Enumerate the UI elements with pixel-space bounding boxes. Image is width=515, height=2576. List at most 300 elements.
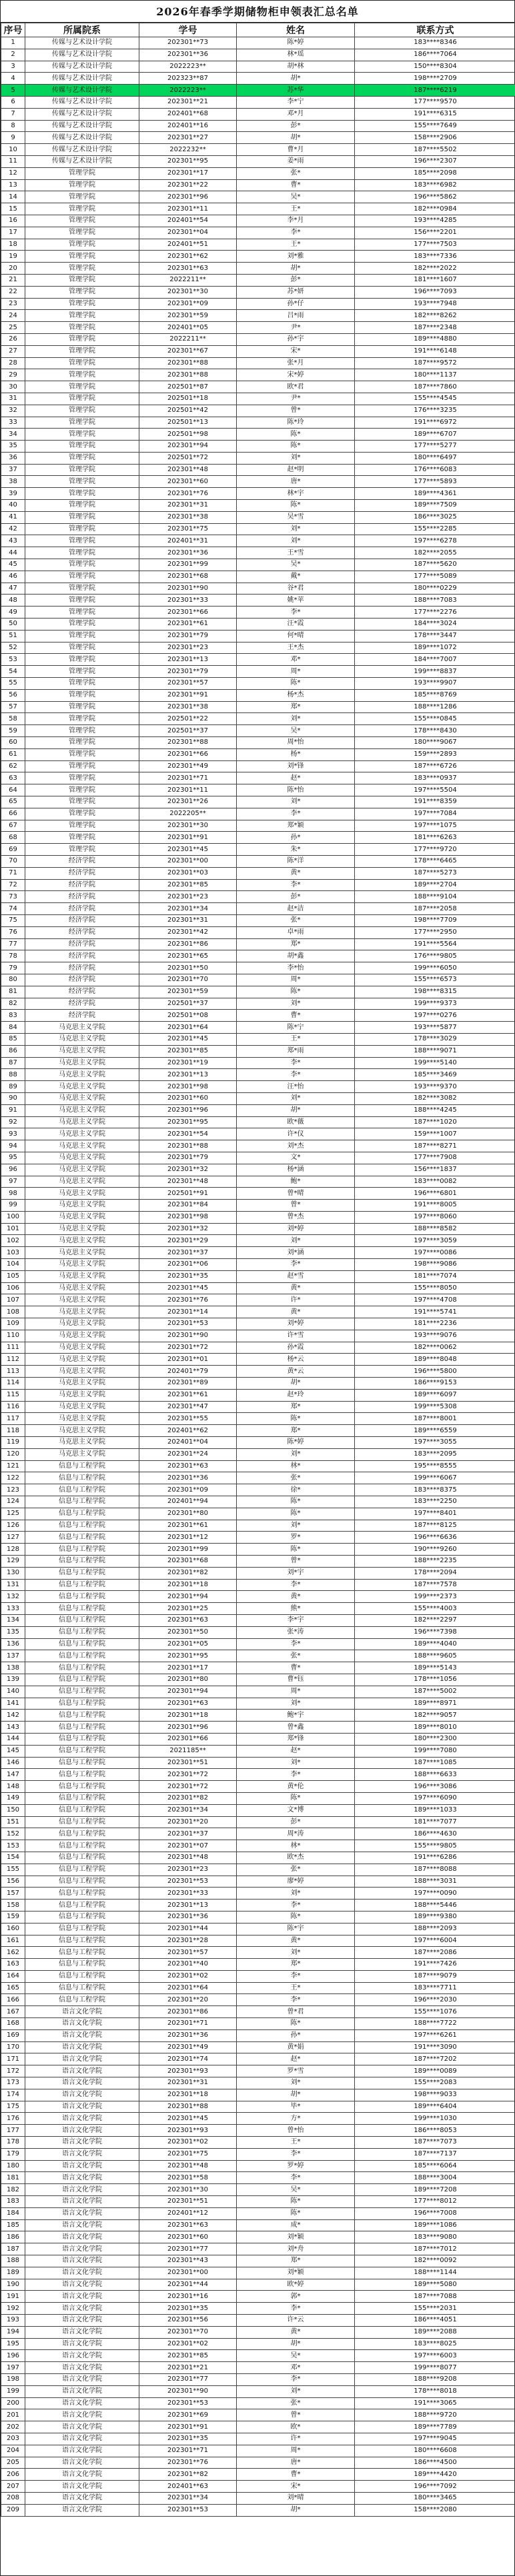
table-row	[1, 1389, 515, 1401]
table-row	[1, 666, 515, 678]
table-row	[1, 1662, 515, 1674]
cell-index: 11	[1, 155, 25, 167]
table-row	[1, 832, 515, 844]
cell-contact: 155****7649	[355, 120, 515, 132]
cell-student-id: 202301**64	[139, 1982, 237, 1994]
table-row	[1, 393, 515, 405]
cell-name: 李*	[237, 1069, 355, 1081]
table-row	[1, 1460, 515, 1472]
cell-index: 74	[1, 903, 25, 915]
cell-contact: 155****1076	[355, 2006, 515, 2018]
cell-index: 131	[1, 1579, 25, 1591]
cell-name: 熊*	[237, 1603, 355, 1615]
table-row	[1, 547, 515, 559]
cell-contact: 197****9045	[355, 2433, 515, 2445]
cell-index: 47	[1, 583, 25, 595]
cell-index: 53	[1, 654, 25, 666]
cell-name: 刘*	[237, 1448, 355, 1460]
table-row	[1, 1923, 515, 1935]
table-row	[1, 903, 515, 915]
cell-name: 刘*	[237, 1092, 355, 1104]
cell-contact: 158****2080	[355, 2504, 515, 2516]
cell-contact: 178****8430	[355, 725, 515, 737]
cell-name: 欧*薇	[237, 1116, 355, 1128]
table-row	[1, 191, 515, 203]
cell-contact: 159****2893	[355, 748, 515, 760]
cell-name: 杨*	[237, 748, 355, 760]
cell-department: 语言文化学院	[25, 2196, 139, 2208]
cell-name: 黄*	[237, 1935, 355, 1947]
table-row	[1, 357, 515, 369]
cell-department: 信息与工程学院	[25, 1698, 139, 1710]
cell-student-id: 202501**18	[139, 393, 237, 405]
sheet-title: 2026年春季学期储物柜申领表汇总名单	[1, 1, 514, 23]
cell-index: 196	[1, 2350, 25, 2362]
cell-contact: 177****5893	[355, 476, 515, 488]
cell-name: 黄*	[237, 867, 355, 879]
cell-index: 14	[1, 191, 25, 203]
cell-department: 管理学院	[25, 333, 139, 345]
cell-student-id: 202401**05	[139, 322, 237, 334]
cell-name: 孙*	[237, 2029, 355, 2041]
table-row	[1, 1413, 515, 1425]
cell-index: 69	[1, 844, 25, 856]
cell-index: 187	[1, 2243, 25, 2255]
cell-department: 语言文化学院	[25, 2326, 139, 2338]
table-row	[1, 1223, 515, 1235]
cell-index: 33	[1, 417, 25, 429]
cell-name: 胡*	[237, 132, 355, 144]
cell-index: 195	[1, 2338, 25, 2350]
cell-contact: 178****3029	[355, 1033, 515, 1045]
cell-name: 张*	[237, 167, 355, 179]
cell-name: 曾*	[237, 1200, 355, 1212]
table-row	[1, 1472, 515, 1484]
cell-department: 语言文化学院	[25, 2362, 139, 2374]
cell-department: 信息与工程学院	[25, 1840, 139, 1852]
cell-contact: 183****0082	[355, 1176, 515, 1188]
cell-index: 8	[1, 120, 25, 132]
cell-contact: 196****7092	[355, 2481, 515, 2493]
table-row	[1, 654, 515, 666]
cell-index: 142	[1, 1710, 25, 1722]
cell-student-id: 202301**44	[139, 1923, 237, 1935]
cell-student-id: 202301**47	[139, 1401, 237, 1413]
cell-department: 传媒与艺术设计学院	[25, 96, 139, 108]
cell-student-id: 202501**42	[139, 405, 237, 417]
cell-student-id: 202301**49	[139, 2041, 237, 2053]
cell-index: 169	[1, 2029, 25, 2041]
cell-index: 25	[1, 322, 25, 334]
cell-name: 黄*	[237, 1282, 355, 1294]
cell-index: 190	[1, 2279, 25, 2291]
cell-name: 彭*	[237, 274, 355, 286]
cell-index: 10	[1, 144, 25, 156]
cell-contact: 177****5089	[355, 571, 515, 583]
cell-name: 刘*	[237, 523, 355, 535]
cell-contact: 197****4708	[355, 1294, 515, 1306]
cell-department: 语言文化学院	[25, 2409, 139, 2421]
cell-name: 彭*	[237, 1816, 355, 1828]
cell-index: 153	[1, 1840, 25, 1852]
cell-contact: 189****4880	[355, 333, 515, 345]
cell-index: 76	[1, 926, 25, 938]
cell-contact: 183****8025	[355, 2338, 515, 2350]
cell-name: 李*	[237, 1579, 355, 1591]
cell-student-id: 202301**75	[139, 2148, 237, 2160]
cell-student-id: 202301**71	[139, 2018, 237, 2030]
cell-index: 165	[1, 1982, 25, 1994]
cell-student-id: 202301**79	[139, 1152, 237, 1164]
cell-student-id: 202301**18	[139, 1710, 237, 1722]
table-row	[1, 583, 515, 595]
table-row	[1, 535, 515, 547]
cell-department: 马克思主义学院	[25, 1200, 139, 1212]
table-row	[1, 2267, 515, 2279]
cell-name: 姜*雨	[237, 155, 355, 167]
cell-student-id: 202301**51	[139, 1757, 237, 1769]
cell-contact: 197****6003	[355, 2350, 515, 2362]
table-row	[1, 1840, 515, 1852]
cell-name: 孙*	[237, 832, 355, 844]
cell-student-id: 202301**60	[139, 1092, 237, 1104]
cell-department: 马克思主义学院	[25, 1022, 139, 1034]
cell-index: 68	[1, 832, 25, 844]
cell-contact: 191****5741	[355, 1306, 515, 1318]
cell-contact: 191****6315	[355, 108, 515, 120]
cell-student-id: 202301**99	[139, 559, 237, 571]
cell-department: 语言文化学院	[25, 2291, 139, 2303]
cell-name: 何*晴	[237, 630, 355, 642]
table-row	[1, 2148, 515, 2160]
cell-contact: 199****8077	[355, 2362, 515, 2374]
cell-name: 胡*	[237, 2338, 355, 2350]
cell-name: 李*	[237, 2373, 355, 2385]
cell-index: 145	[1, 1745, 25, 1757]
table-row	[1, 1769, 515, 1781]
cell-contact: 178****3447	[355, 630, 515, 642]
cell-index: 43	[1, 535, 25, 547]
table-row	[1, 1982, 515, 1994]
cell-contact: 180****1137	[355, 369, 515, 381]
table-row	[1, 2397, 515, 2409]
cell-student-id: 202301**94	[139, 1686, 237, 1698]
table-row	[1, 2196, 515, 2208]
cell-name: 刘*颖	[237, 2267, 355, 2279]
cell-student-id: 202301**23	[139, 642, 237, 654]
cell-name: 曾*君	[237, 2006, 355, 2018]
table-row	[1, 2053, 515, 2065]
table-row	[1, 760, 515, 772]
cell-contact: 180****0229	[355, 583, 515, 595]
cell-student-id: 202401**62	[139, 1425, 237, 1437]
cell-department: 信息与工程学院	[25, 1650, 139, 1662]
cell-name: 郑*	[237, 1425, 355, 1437]
cell-student-id: 202301**53	[139, 2397, 237, 2409]
table-row	[1, 1638, 515, 1650]
cell-name: 吴*	[237, 191, 355, 203]
cell-index: 97	[1, 1176, 25, 1188]
cell-name: 李*	[237, 2303, 355, 2315]
cell-student-id: 202301**93	[139, 2065, 237, 2077]
cell-department: 马克思主义学院	[25, 1164, 139, 1176]
cell-index: 155	[1, 1864, 25, 1876]
table-row	[1, 642, 515, 654]
cell-department: 经济学院	[25, 938, 139, 950]
cell-student-id: 202301**36	[139, 2029, 237, 2041]
cell-contact: 189****4361	[355, 488, 515, 500]
cell-contact: 183****8346	[355, 37, 515, 49]
cell-student-id: 202301**63	[139, 263, 237, 275]
cell-department: 语言文化学院	[25, 2433, 139, 2445]
cell-department: 马克思主义学院	[25, 1045, 139, 1057]
cell-name: 周*	[237, 1686, 355, 1698]
cell-department: 管理学院	[25, 571, 139, 583]
cell-name: 刘*	[237, 713, 355, 725]
table-row	[1, 2338, 515, 2350]
cell-contact: 196****7093	[355, 286, 515, 298]
table-row	[1, 867, 515, 879]
cell-student-id: 202301**14	[139, 1306, 237, 1318]
cell-contact: 189****0089	[355, 2065, 515, 2077]
cell-contact: 191****6972	[355, 417, 515, 429]
cell-contact: 187****8125	[355, 1520, 515, 1532]
cell-contact: 182****0984	[355, 203, 515, 215]
header-contact: 联系方式	[355, 23, 515, 37]
cell-contact: 196****7398	[355, 1626, 515, 1638]
cell-student-id: 202301**89	[139, 1378, 237, 1390]
cell-name: 曾*晴	[237, 1188, 355, 1200]
table-row	[1, 61, 515, 73]
cell-contact: 187****1020	[355, 1116, 515, 1128]
cell-student-id: 202301**40	[139, 1959, 237, 1971]
cell-name: 林*	[237, 1840, 355, 1852]
cell-contact: 198****8315	[355, 986, 515, 998]
cell-student-id: 202301**72	[139, 1769, 237, 1781]
table-row	[1, 476, 515, 488]
cell-student-id: 202301**13	[139, 1069, 237, 1081]
cell-index: 81	[1, 986, 25, 998]
cell-name: 陈*	[237, 429, 355, 441]
cell-contact: 187****2086	[355, 1947, 515, 1959]
cell-name: 郑*	[237, 2255, 355, 2267]
cell-department: 信息与工程学院	[25, 1828, 139, 1840]
table-row	[1, 96, 515, 108]
table-row	[1, 1484, 515, 1496]
cell-contact: 156****1837	[355, 1164, 515, 1176]
cell-department: 管理学院	[25, 689, 139, 701]
cell-department: 信息与工程学院	[25, 1888, 139, 1900]
cell-student-id: 202301**45	[139, 2113, 237, 2125]
cell-name: 林*瑶	[237, 49, 355, 61]
cell-department: 管理学院	[25, 381, 139, 393]
cell-contact: 187****7137	[355, 2148, 515, 2160]
cell-student-id: 202301**05	[139, 1638, 237, 1650]
cell-name: 赵*明	[237, 464, 355, 476]
cell-name: 王*	[237, 203, 355, 215]
cell-department: 语言文化学院	[25, 2148, 139, 2160]
cell-name: 徐*	[237, 1484, 355, 1496]
cell-name: 陈*婷	[237, 1437, 355, 1449]
cell-index: 182	[1, 2184, 25, 2196]
cell-index: 90	[1, 1092, 25, 1104]
cell-index: 99	[1, 1200, 25, 1212]
cell-department: 经济学院	[25, 879, 139, 891]
cell-student-id: 202301**25	[139, 1603, 237, 1615]
cell-index: 32	[1, 405, 25, 417]
cell-contact: 198****9033	[355, 2089, 515, 2101]
cell-index: 20	[1, 263, 25, 275]
table-row	[1, 2362, 515, 2374]
cell-contact: 193****4285	[355, 215, 515, 227]
cell-student-id: 202301**91	[139, 832, 237, 844]
table-row	[1, 345, 515, 357]
cell-department: 传媒与艺术设计学院	[25, 144, 139, 156]
cell-name: 杨*杰	[237, 689, 355, 701]
cell-contact: 197****6090	[355, 1792, 515, 1804]
cell-department: 马克思主义学院	[25, 1116, 139, 1128]
cell-index: 41	[1, 511, 25, 523]
cell-contact: 199****5308	[355, 1401, 515, 1413]
cell-index: 192	[1, 2303, 25, 2315]
cell-department: 信息与工程学院	[25, 1947, 139, 1959]
cell-department: 信息与工程学院	[25, 1733, 139, 1745]
cell-student-id: 202301**66	[139, 607, 237, 619]
cell-student-id: 202301**43	[139, 2255, 237, 2267]
cell-index: 194	[1, 2326, 25, 2338]
cell-name: 鲍*宇	[237, 1710, 355, 1722]
cell-contact: 184****7007	[355, 654, 515, 666]
cell-contact: 189****4040	[355, 1638, 515, 1650]
table-row	[1, 1247, 515, 1259]
cell-contact: 196****6801	[355, 1188, 515, 1200]
cell-student-id: 202301**21	[139, 2362, 237, 2374]
cell-name: 郑*锋	[237, 1733, 355, 1745]
header-name: 姓名	[237, 23, 355, 37]
cell-contact: 191****6286	[355, 1852, 515, 1864]
cell-name: 刘*	[237, 1698, 355, 1710]
cell-index: 157	[1, 1888, 25, 1900]
cell-name: 刘*	[237, 535, 355, 547]
cell-student-id: 202301**60	[139, 476, 237, 488]
cell-student-id: 202301**35	[139, 2433, 237, 2445]
cell-index: 127	[1, 1532, 25, 1544]
cell-department: 语言文化学院	[25, 2255, 139, 2267]
table-row	[1, 227, 515, 239]
cell-department: 信息与工程学院	[25, 1638, 139, 1650]
cell-name: 陈*婷	[237, 37, 355, 49]
cell-contact: 180****6497	[355, 452, 515, 464]
cell-student-id: 202301**84	[139, 1200, 237, 1212]
cell-name: 刘*颖	[237, 2231, 355, 2243]
cell-student-id: 2022205**	[139, 808, 237, 820]
cell-index: 171	[1, 2053, 25, 2065]
cell-student-id: 202301**53	[139, 1318, 237, 1330]
cell-student-id: 202301**48	[139, 464, 237, 476]
table-row	[1, 2172, 515, 2184]
cell-index: 75	[1, 914, 25, 926]
cell-department: 经济学院	[25, 1010, 139, 1022]
cell-name: 吴*	[237, 559, 355, 571]
table-row	[1, 2315, 515, 2327]
table-row	[1, 73, 515, 85]
cell-department: 语言文化学院	[25, 2077, 139, 2089]
cell-student-id: 202301**96	[139, 1722, 237, 1734]
cell-index: 9	[1, 132, 25, 144]
cell-student-id: 202301**80	[139, 1674, 237, 1686]
table-row	[1, 2089, 515, 2101]
cell-student-id: 202301**11	[139, 784, 237, 796]
cell-name: 张*	[237, 1472, 355, 1484]
cell-department: 管理学院	[25, 286, 139, 298]
cell-name: 张*	[237, 1864, 355, 1876]
cell-name: 曾*	[237, 1556, 355, 1568]
cell-index: 109	[1, 1318, 25, 1330]
cell-student-id: 202301**28	[139, 1935, 237, 1947]
cell-department: 语言文化学院	[25, 2481, 139, 2493]
cell-index: 139	[1, 1674, 25, 1686]
cell-department: 管理学院	[25, 227, 139, 239]
cell-contact: 177****2276	[355, 607, 515, 619]
cell-index: 4	[1, 73, 25, 85]
cell-student-id: 202301**42	[139, 926, 237, 938]
cell-department: 马克思主义学院	[25, 1069, 139, 1081]
cell-department: 信息与工程学院	[25, 1923, 139, 1935]
cell-name: 陈*	[237, 1508, 355, 1520]
cell-index: 51	[1, 630, 25, 642]
cell-contact: 197****6261	[355, 2029, 515, 2041]
cell-department: 马克思主义学院	[25, 1342, 139, 1354]
cell-contact: 189****6097	[355, 1389, 515, 1401]
cell-contact: 182****2022	[355, 263, 515, 275]
cell-student-id: 202301**99	[139, 1544, 237, 1556]
table-row	[1, 144, 515, 156]
cell-contact: 188****2235	[355, 1556, 515, 1568]
cell-name: 廖*婷	[237, 1876, 355, 1888]
cell-name: 汪*霞	[237, 619, 355, 631]
cell-student-id: 202301**66	[139, 748, 237, 760]
cell-index: 183	[1, 2196, 25, 2208]
table-row	[1, 1318, 515, 1330]
table-row	[1, 132, 515, 144]
cell-department: 管理学院	[25, 654, 139, 666]
cell-contact: 191****3065	[355, 2397, 515, 2409]
table-row	[1, 962, 515, 974]
cell-department: 管理学院	[25, 547, 139, 559]
table-row	[1, 1508, 515, 1520]
table-row	[1, 1970, 515, 1982]
cell-department: 马克思主义学院	[25, 1211, 139, 1223]
cell-student-id: 202301**93	[139, 2125, 237, 2137]
table-row	[1, 1342, 515, 1354]
cell-name: 李*	[237, 1769, 355, 1781]
table-row	[1, 2101, 515, 2113]
cell-student-id: 202401**54	[139, 215, 237, 227]
cell-index: 96	[1, 1164, 25, 1176]
cell-name: 许*云	[237, 2315, 355, 2327]
cell-index: 37	[1, 464, 25, 476]
cell-name: 陈*	[237, 986, 355, 998]
cell-student-id: 202301**02	[139, 2338, 237, 2350]
cell-contact: 185****3469	[355, 1069, 515, 1081]
table-row	[1, 891, 515, 903]
cell-name: 郑*颖	[237, 820, 355, 832]
cell-name: 陈*玲	[237, 417, 355, 429]
cell-name: 邓*	[237, 2362, 355, 2374]
cell-name: 李*	[237, 1259, 355, 1271]
cell-index: 151	[1, 1816, 25, 1828]
cell-index: 176	[1, 2113, 25, 2125]
